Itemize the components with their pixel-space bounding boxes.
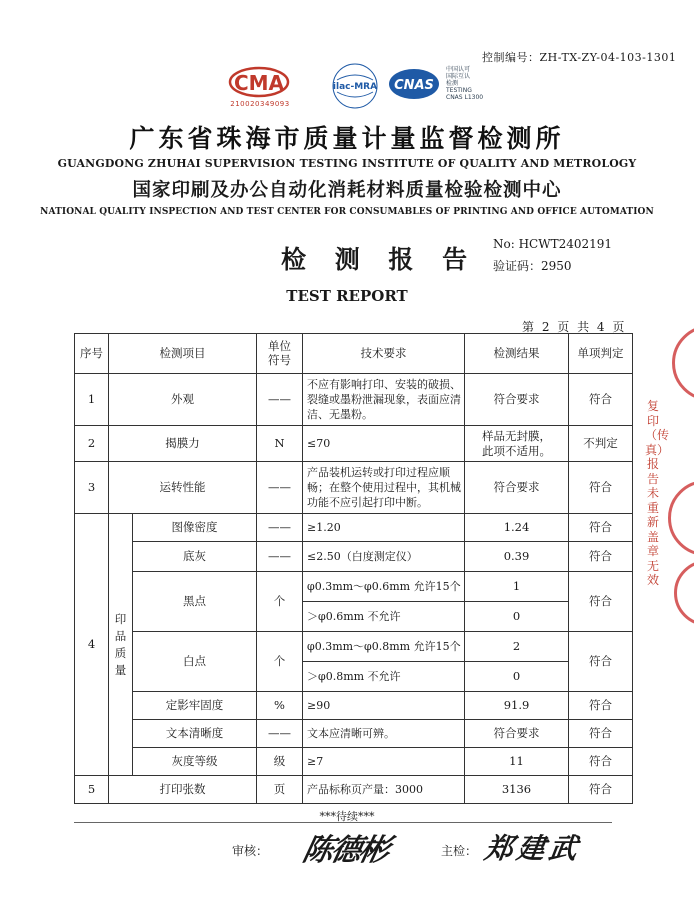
- seal-fragment-top: [672, 325, 694, 401]
- row-requirement: 产品标称页产量：3000: [303, 776, 465, 804]
- table-row: [75, 514, 633, 542]
- row-unit: %: [257, 692, 303, 720]
- row-unit: 个: [257, 632, 303, 692]
- row-result: 符合要求: [465, 374, 569, 426]
- row-item: 运转性能: [109, 462, 257, 514]
- row-result: 0: [465, 602, 569, 632]
- row-requirement: 产品装机运转或打印过程应顺畅；在整个使用过程中，其机械功能不应引起打印中断。: [303, 462, 465, 514]
- row-item: 底灰: [133, 542, 257, 572]
- table-row: [75, 462, 633, 514]
- row-item: 灰度等级: [133, 748, 257, 776]
- row-unit: N: [257, 426, 303, 462]
- cma-number: 210020349093: [230, 100, 290, 108]
- row-requirement: φ0.3mm～φ0.8mm 允许15个: [303, 632, 465, 662]
- report-title-cn: 检 测 报 告: [281, 245, 478, 274]
- row-unit: ——: [257, 374, 303, 426]
- row-requirement: ≥1.20: [303, 514, 465, 542]
- row-item: 文本清晰度: [133, 720, 257, 748]
- cnas-logo: [388, 68, 440, 100]
- row-requirement: φ0.3mm～φ0.6mm 允许15个: [303, 572, 465, 602]
- test-results-table: [74, 333, 633, 804]
- control-number: 控制编号：ZH-TX-ZY-04-103-1301: [482, 51, 677, 64]
- row-verdict: 不判定: [569, 426, 633, 462]
- row-requirement: ≤2.50（白度测定仪）: [303, 542, 465, 572]
- row-unit: ——: [257, 462, 303, 514]
- row-verdict: 符合: [569, 692, 633, 720]
- row-result: 符合要求: [465, 720, 569, 748]
- row-unit: ——: [257, 542, 303, 572]
- header-no: 序号: [75, 334, 109, 374]
- table-row: [75, 632, 633, 662]
- table-row: [75, 720, 633, 748]
- row-verdict: 符合: [569, 720, 633, 748]
- group-label-char: 印: [114, 611, 127, 626]
- row-result: [465, 426, 569, 462]
- row-result: 1: [465, 572, 569, 602]
- row-requirement: 文本应清晰可辨。: [303, 720, 465, 748]
- table-row: [75, 572, 633, 602]
- header-unit: [257, 334, 303, 374]
- row-item: 外观: [109, 374, 257, 426]
- table-row: [75, 426, 633, 462]
- row-no: 2: [75, 426, 109, 462]
- table-row: [75, 748, 633, 776]
- group-label-char: 质: [114, 645, 127, 660]
- table-row: [75, 776, 633, 804]
- row-requirement: ≥7: [303, 748, 465, 776]
- row-unit: 个: [257, 572, 303, 632]
- group-label: [109, 514, 133, 776]
- report-number: No: HCWT2402191: [493, 237, 613, 251]
- table-row: [75, 374, 633, 426]
- row-item: 定影牢固度: [133, 692, 257, 720]
- institute-name-en: GUANGDONG ZHUHAI SUPERVISION TESTING INSTITUTE OF QUALITY AND METROLOGY: [57, 156, 637, 170]
- ilac-logo-text: ilac-MRA: [332, 82, 378, 92]
- inspector-signature: 郑建武: [482, 832, 584, 865]
- table-header-row: [75, 334, 633, 374]
- row-result-text: 样品无封膜，此项不适用。: [482, 428, 551, 458]
- institute-name-cn: 广东省珠海市质量计量监督检测所: [129, 124, 565, 153]
- cnas-line: TESTING: [446, 87, 472, 94]
- row-result: 11: [465, 748, 569, 776]
- group-no: 4: [75, 514, 109, 776]
- cnas-logo-text: CNAS: [394, 78, 434, 93]
- cma-logo: [228, 66, 290, 98]
- seal-fragment-bottom: [674, 560, 694, 626]
- cnas-line: CNAS L1300: [446, 94, 484, 101]
- row-requirement: ≥90: [303, 692, 465, 720]
- cnas-line: 检测: [446, 80, 459, 87]
- report-title-en: TEST REPORT: [286, 287, 408, 305]
- reviewer-signature: 陈德彬: [299, 833, 391, 868]
- row-unit: ——: [257, 720, 303, 748]
- row-item: 图像密度: [133, 514, 257, 542]
- row-verdict: 符合: [569, 374, 633, 426]
- center-name-cn: 国家印刷及办公自动化消耗材料质量检验检测中心: [132, 180, 562, 201]
- row-item: 揭膜力: [109, 426, 257, 462]
- cma-logo-text: CMA: [233, 71, 285, 95]
- row-result: 0: [465, 662, 569, 692]
- row-no: 1: [75, 374, 109, 426]
- row-unit: 级: [257, 748, 303, 776]
- header-unit-text: 单位符号: [268, 339, 291, 367]
- inspector-label: 主检：: [441, 844, 478, 858]
- row-requirement: 不应有影响打印、安装的破损、裂缝或墨粉泄漏现象，表面应清洁、无墨粉。: [303, 374, 465, 426]
- row-unit: 页: [257, 776, 303, 804]
- row-verdict: 符合: [569, 748, 633, 776]
- group-label-char: 品: [114, 628, 127, 643]
- table-row: [75, 692, 633, 720]
- row-item: 打印张数: [109, 776, 257, 804]
- row-result: 符合要求: [465, 462, 569, 514]
- header-result: 检测结果: [465, 334, 569, 374]
- header-verdict: 单项判定: [569, 334, 633, 374]
- row-no: 3: [75, 462, 109, 514]
- continued-note: ***待续***: [319, 810, 375, 823]
- row-item: 白点: [133, 632, 257, 692]
- ilac-mra-logo: [331, 62, 379, 110]
- row-unit: ——: [257, 514, 303, 542]
- row-result: 1.24: [465, 514, 569, 542]
- row-result: 2: [465, 632, 569, 662]
- seal-fragment-mid: [668, 480, 694, 556]
- row-no: 5: [75, 776, 109, 804]
- table-row: [75, 542, 633, 572]
- cnas-accreditation-text: [446, 66, 483, 101]
- row-verdict: 符合: [569, 514, 633, 542]
- page-indicator: 第 2 页 共 4 页: [522, 320, 627, 334]
- cnas-line: 国际互认: [446, 73, 471, 80]
- row-requirement: ＞φ0.8mm 不允许: [303, 662, 465, 692]
- verification-code: 验证码：2950: [493, 259, 572, 273]
- group-label-char: 量: [114, 662, 127, 677]
- row-verdict: 符合: [569, 542, 633, 572]
- row-requirement: ≤70: [303, 426, 465, 462]
- copy-invalid-stamp: 复印（传真）报告未重新盖章无效: [645, 399, 670, 587]
- cnas-line: 中国认可: [446, 66, 471, 73]
- row-result: 0.39: [465, 542, 569, 572]
- row-verdict: 符合: [569, 776, 633, 804]
- header-item: 检测项目: [109, 334, 257, 374]
- row-result: 3136: [465, 776, 569, 804]
- row-verdict: 符合: [569, 462, 633, 514]
- row-verdict: 符合: [569, 572, 633, 632]
- reviewer-label: 审核：: [232, 844, 269, 858]
- header-requirement: 技术要求: [303, 334, 465, 374]
- row-requirement: ＞φ0.6mm 不允许: [303, 602, 465, 632]
- row-result: 91.9: [465, 692, 569, 720]
- row-verdict: 符合: [569, 632, 633, 692]
- row-item: 黑点: [133, 572, 257, 632]
- center-name-en: NATIONAL QUALITY INSPECTION AND TEST CENTER FOR CONSUMABLES OF PRINTING AND OFFICE AUTOMATION: [40, 207, 654, 217]
